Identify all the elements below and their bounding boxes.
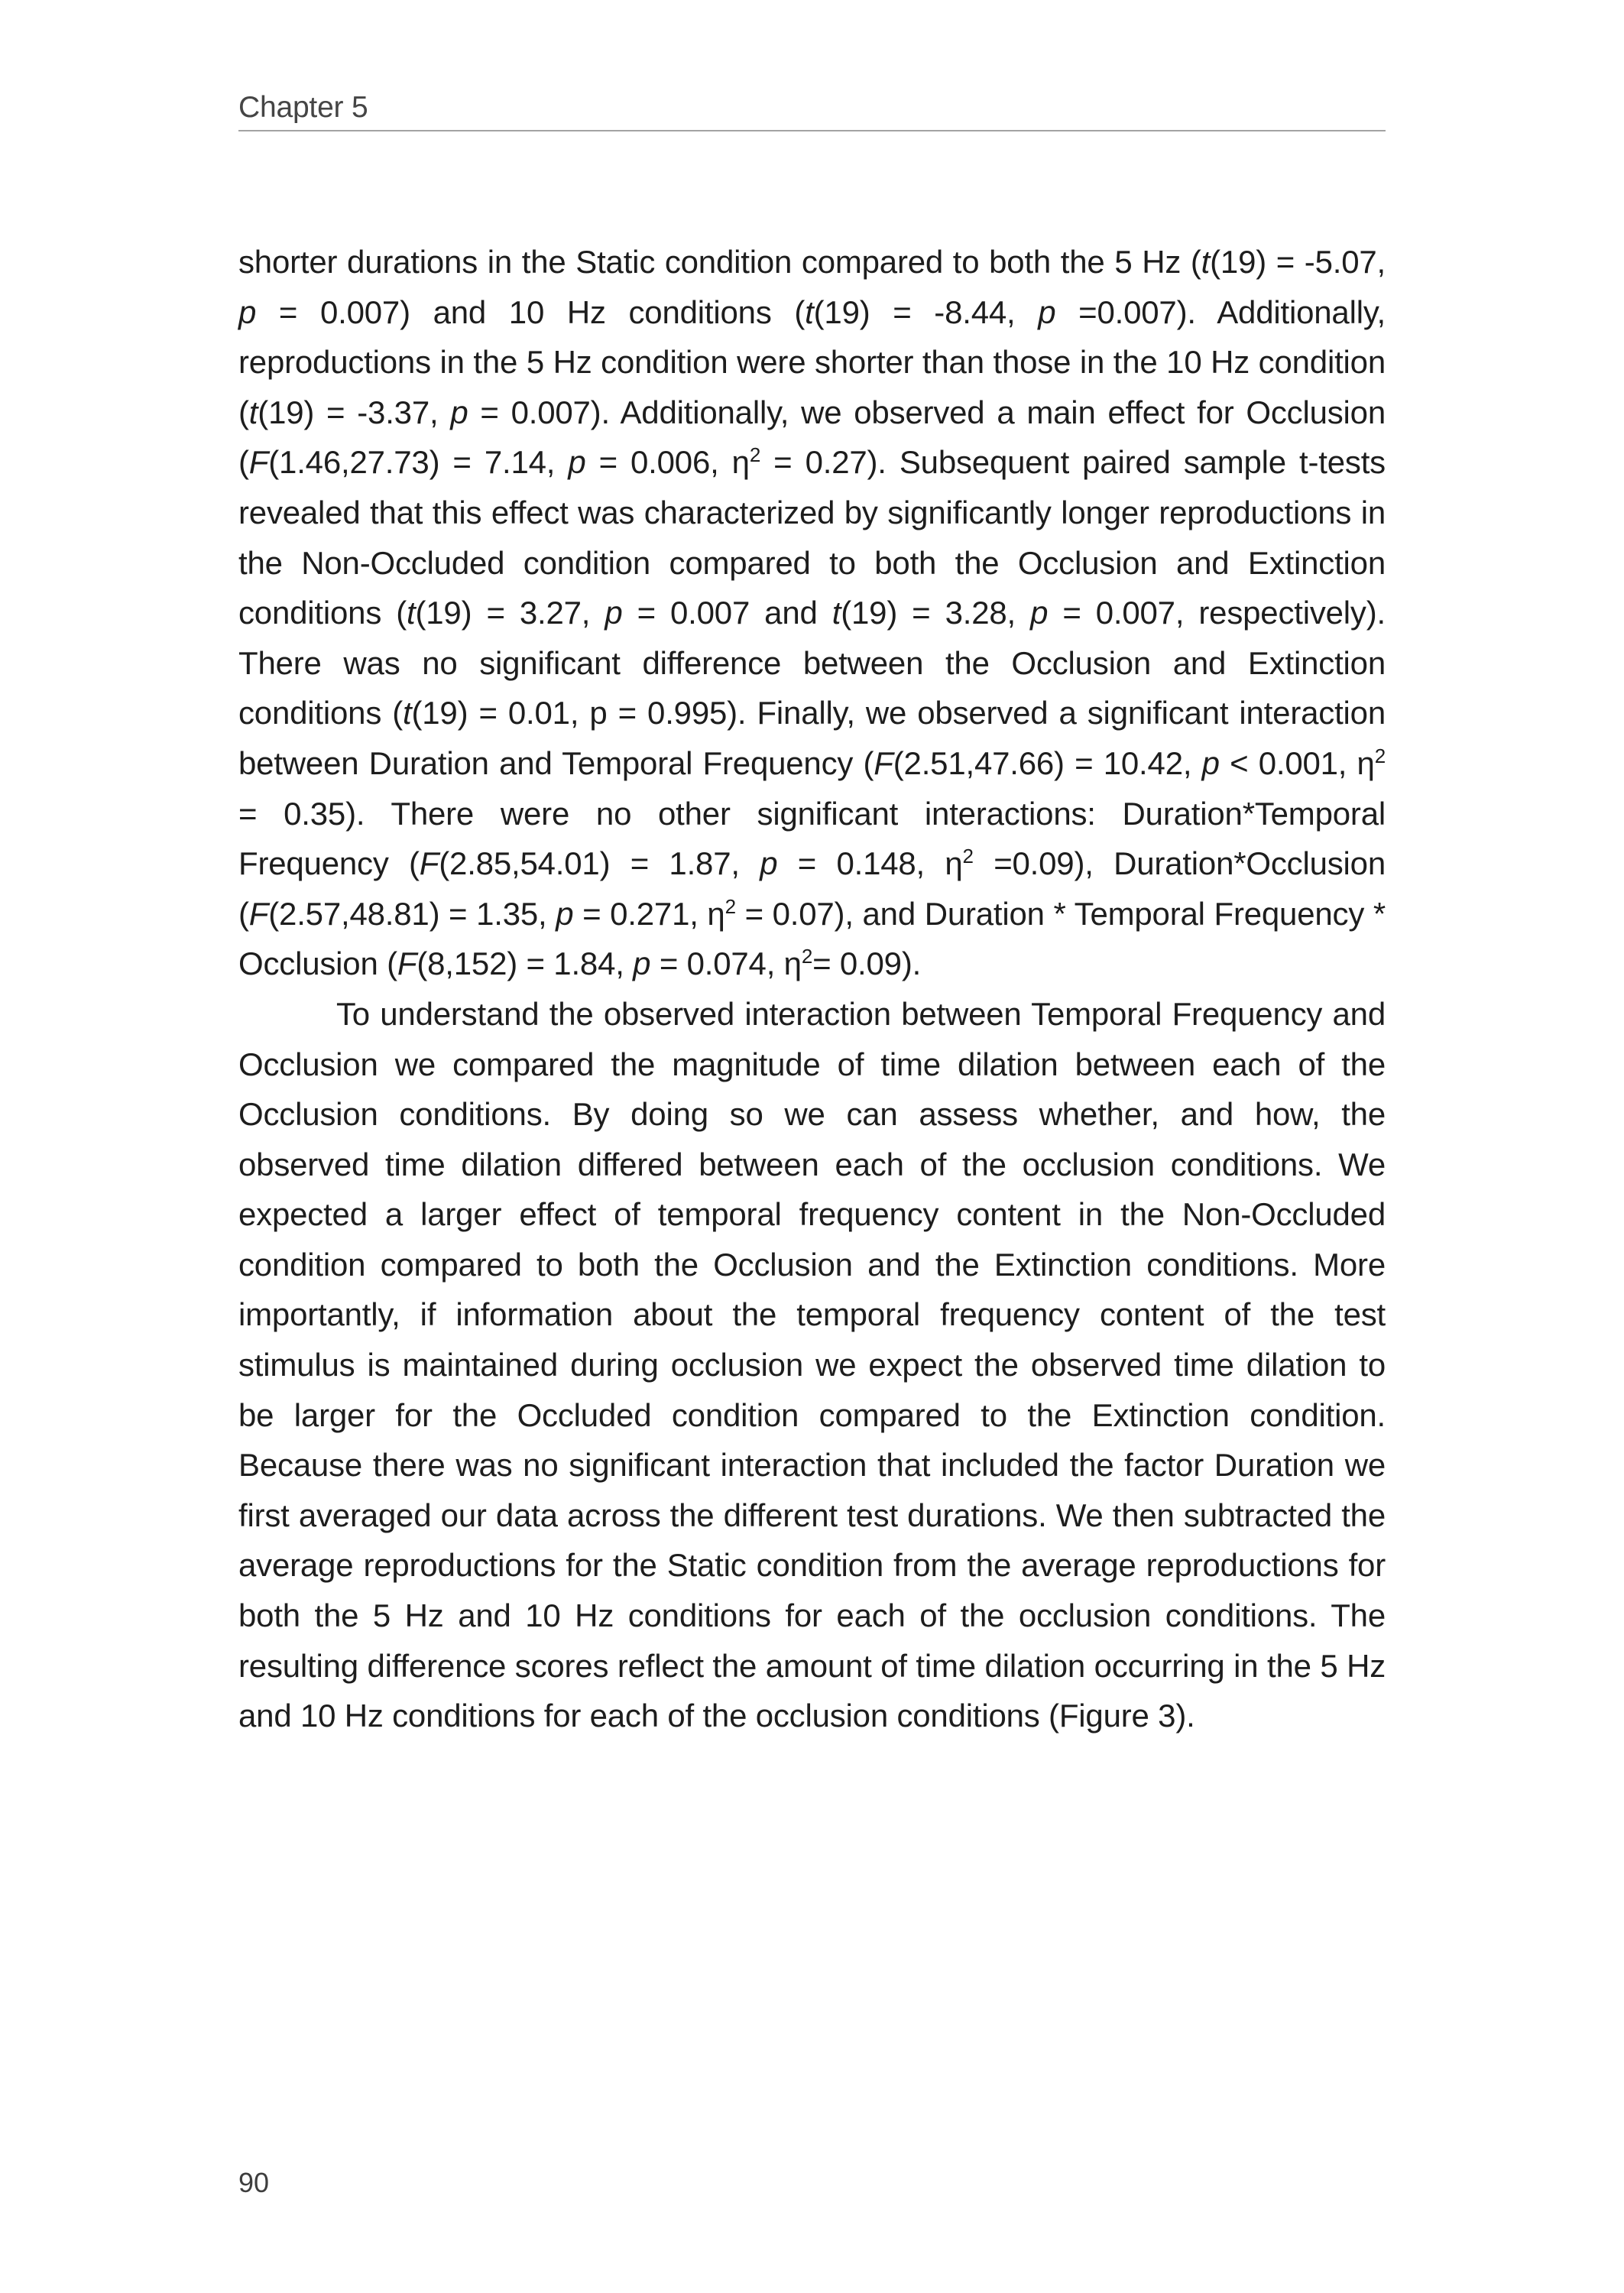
body-text <box>238 237 1386 1741</box>
page-number: 90 <box>238 2167 270 2198</box>
paragraph-statistical-results: shorter durations in the Static condition compared to both the 5 Hz (t(19) = -5.07, p = 0.007) and 10 Hz conditions (t(19) = -8.44, p =0.007). Additionally, reproductions in the 5 Hz condition were shorter than those in the 10 Hz condition (t(19) = -3.37, p = 0.007). Additionally, we observed a main effect for Occlusion (F(1.46,27.73) = 7.14, p = 0.006, $\eta^2 = 0.27$). Subsequent paired sample t-tests revealed that this effect was characterized by significantly longer reproductions in the Non-Occluded condition compared to both the Occlusion and Extinction conditions (t(19) = 3.27, p = 0.007 and t(19) = 3.28, p = 0.007, respectively). There was no significant difference between the Occlusion and Extinction conditions (t(19) = 0.01, p = 0.995). Finally, we observed a significant interaction between Duration and Temporal Frequency (F(2.51,47.66) = 10.42, p < 0.001, $\eta^2 = 0.35$). There were no other significant interactions: Duration*Temporal Frequency (F(2.85,54.01) = 1.87, p = 0.148, $\eta^2 =0.09$), Duration*Occlusion (F(2.57,48.81) = 1.35, p = 0.271, $\eta^2 = 0.07$), and Duration * Temporal Frequency * Occlusion (F(8,152) = 1.84, p = 0.074, $\eta^2= 0.09$). <box>238 244 1386 982</box>
chapter-header <box>238 92 1386 124</box>
header-rule <box>238 130 1386 131</box>
paragraph-interaction-analysis: To understand the observed interaction between Temporal Frequency and Occlusion we compared the magnitude of time dilation between each of the Occlusion conditions. By doing so we can assess whether, and how, the observed time dilation differed between each of the occlusion conditions. We expected a larger effect of temporal frequency content in the Non-Occluded condition compared to both the Occlusion and the Extinction conditions. More importantly, if information about the temporal frequency content of the test stimulus is maintained during occlusion we expect the observed time dilation to be larger for the Occluded condition compared to the Extinction condition. Because there was no significant interaction that included the factor Duration we first averaged our data across the different test durations. We then subtracted the average reproductions for the Static condition from the average reproductions for both the 5 Hz and 10 Hz conditions for each of the occlusion conditions. The resulting difference scores reflect the amount of time dilation occurring in the 5 Hz and 10 Hz conditions for each of the occlusion conditions (Figure 3). <box>238 995 1386 1734</box>
chapter-title: Chapter 5 <box>238 91 368 124</box>
